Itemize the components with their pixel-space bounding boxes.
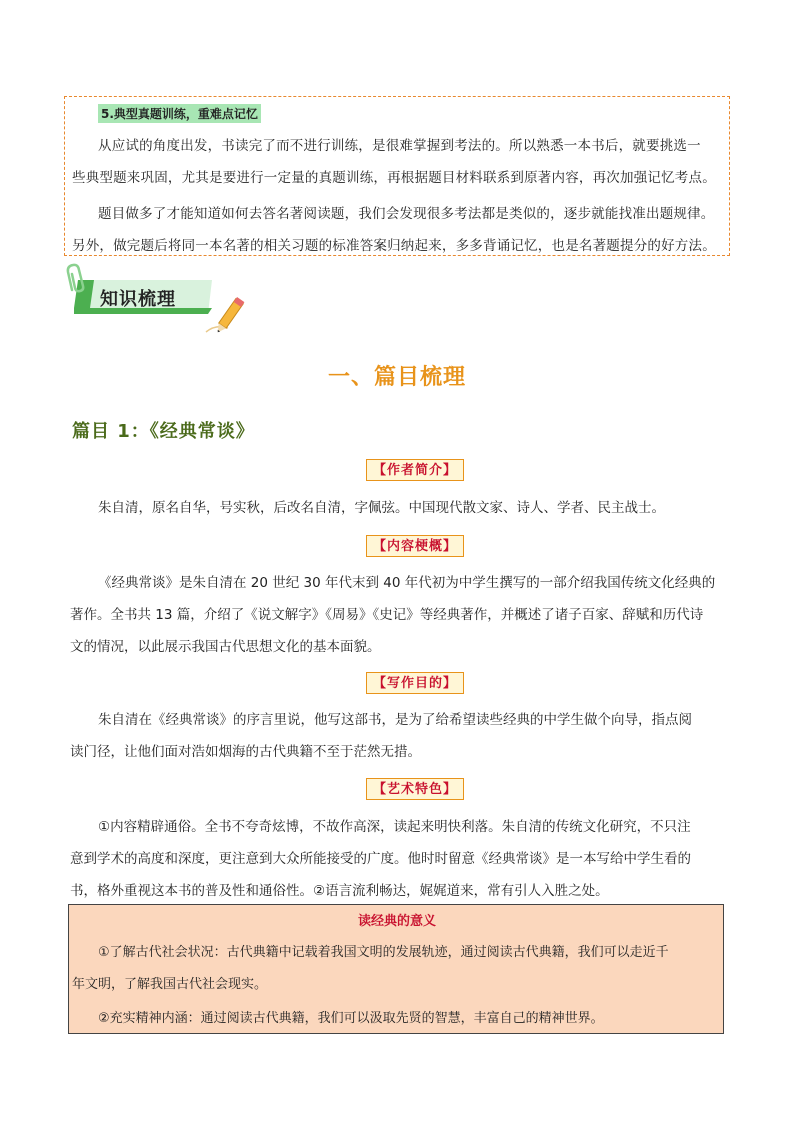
chapter-title: 篇目 1：《经典常谈》 xyxy=(72,421,255,442)
summary-line-2: 著作。全书共 13 篇，介绍了《说文解字》《周易》《史记》等经典著作，并概述了诸子百家、辞赋和历代诗 xyxy=(70,607,704,623)
purpose-line-2: 读门径，让他们面对浩如烟海的古代典籍不至于茫然无措。 xyxy=(70,744,421,760)
note-line-3: ②充实精神内涵：通过阅读古代典籍，我们可以汲取先贤的智慧，丰富自己的精神世界。 xyxy=(98,1011,604,1026)
knowledge-badge-label: 知识梳理 xyxy=(100,289,176,310)
art-line-1: ①内容精辟通俗。全书不夸奇炫博，不故作高深，读起来明快利落。朱自清的传统文化研究，不只注 xyxy=(98,819,691,835)
note-line-1: ①了解古代社会状况：古代典籍中记载着我国文明的发展轨迹，通过阅读古代典籍，我们可以走近千 xyxy=(98,945,669,960)
tip-title: 5.典型真题训练，重难点记忆 xyxy=(98,104,261,123)
art-line-3: 书，格外重视这本书的普及性和通俗性。②语言流利畅达，娓娓道来，常有引人入胜之处。 xyxy=(70,883,609,899)
pencil-icon xyxy=(200,288,260,338)
tip-paragraph-1-line-2: 些典型题来巩固，尤其是要进行一定量的真题训练，再根据题目材料联系到原著内容，再次加强记忆考点。 xyxy=(72,170,716,186)
note-line-2: 年文明，了解我国古代社会现实。 xyxy=(72,977,268,992)
summary-line-1: 《经典常谈》是朱自清在 20 世纪 30 年代末到 40 年代初为中学生撰写的一部介绍我国传统文化经典的 xyxy=(98,575,716,591)
art-tag: 【艺术特色】 xyxy=(366,778,464,800)
summary-tag: 【内容梗概】 xyxy=(366,535,464,557)
author-tag: 【作者简介】 xyxy=(366,459,464,481)
tip-paragraph-2-line-1: 题目做多了才能知道如何去答名著阅读题，我们会发现很多考法都是类似的，逐步就能找准出题规律。 xyxy=(98,206,715,222)
paperclip-icon xyxy=(64,262,90,294)
art-line-2: 意到学术的高度和深度，更注意到大众所能接受的广度。他时时留意《经典常谈》是一本写给中学生看的 xyxy=(70,851,691,867)
summary-line-3: 文的情况，以此展示我国古代思想文化的基本面貌。 xyxy=(70,639,381,655)
note-title: 读经典的意义 xyxy=(357,914,436,929)
tip-paragraph-2-line-2: 另外，做完题后将同一本名著的相关习题的标准答案归纳起来，多多背诵记忆，也是名著题提分的好方法。 xyxy=(72,238,716,254)
purpose-line-1: 朱自清在《经典常谈》的序言里说，他写这部书，是为了给希望读些经典的中学生做个向导，指点阅 xyxy=(98,712,692,728)
purpose-tag: 【写作目的】 xyxy=(366,672,464,694)
author-text: 朱自清，原名自华，号实秋，后改名自清，字佩弦。中国现代散文家、诗人、学者、民主战士。 xyxy=(98,500,665,516)
tip-paragraph-1-line-1: 从应试的角度出发，书读完了而不进行训练，是很难掌握到考法的。所以熟悉一本书后，就要挑选一 xyxy=(98,138,701,154)
section-title: 一、篇目梳理 xyxy=(327,365,466,390)
